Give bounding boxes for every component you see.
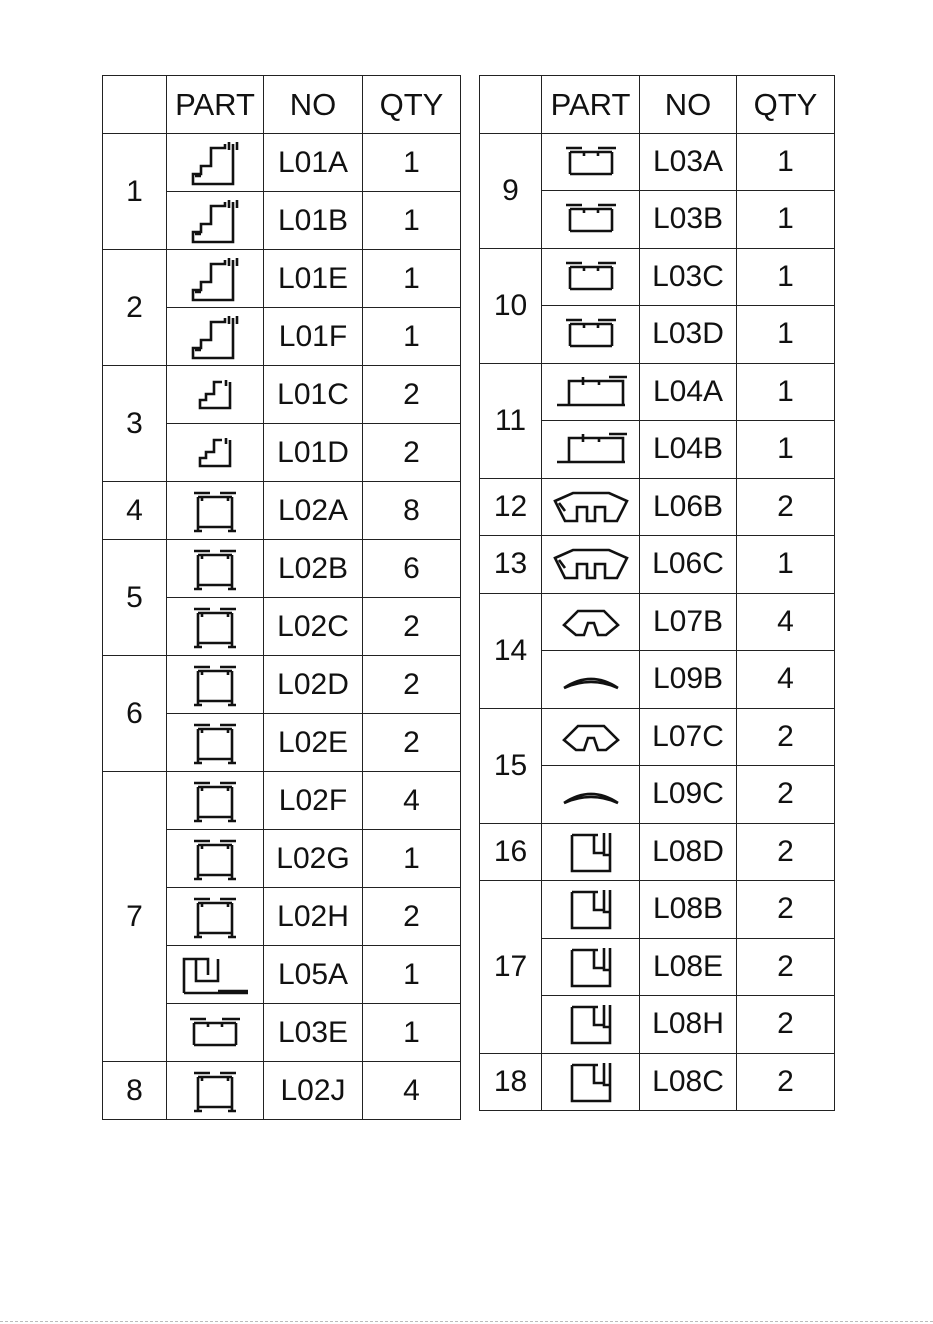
group-number: 14 [480,593,542,708]
part-number: L02J [264,1062,363,1120]
part-quantity: 4 [737,593,835,651]
part-quantity: 2 [737,766,835,824]
part-number: L02F [264,772,363,830]
part-number: L03E [264,1004,363,1062]
table-row [103,482,461,540]
part-quantity: 2 [737,823,835,881]
l-bracket-icon [167,134,264,192]
arc-strip-icon [542,651,640,709]
channel-bracket-icon [542,938,640,996]
table-row [103,540,461,598]
arch-clip-icon [542,708,640,766]
group-number: 2 [103,250,167,366]
part-quantity: 2 [363,656,461,714]
flat-clip-icon [167,1004,264,1062]
part-quantity: 2 [363,714,461,772]
part-number: L03B [640,191,737,249]
part-number: L03D [640,306,737,364]
table-row [480,823,835,881]
wide-arch-clip-icon [542,478,640,536]
part-number: L02A [264,482,363,540]
part-quantity: 1 [737,363,835,421]
step-bracket-icon [167,946,264,1004]
part-number: L08H [640,996,737,1054]
part-quantity: 2 [363,424,461,482]
part-number: L02B [264,540,363,598]
group-number: 6 [103,656,167,772]
header-no: NO [640,76,737,134]
table-row [480,881,835,939]
page-edge-divider [0,1321,933,1322]
l-bracket-icon [167,308,264,366]
channel-bracket-icon [542,881,640,939]
part-number: L02E [264,714,363,772]
group-number: 15 [480,708,542,823]
channel-bracket-icon [542,823,640,881]
group-number: 5 [103,540,167,656]
part-quantity: 2 [363,598,461,656]
small-l-bracket-icon [167,366,264,424]
group-number: 3 [103,366,167,482]
part-quantity: 1 [363,134,461,192]
part-quantity: 1 [737,536,835,594]
group-number: 7 [103,772,167,1062]
part-quantity: 4 [363,1062,461,1120]
part-quantity: 2 [737,1053,835,1111]
flat-clip-icon [542,248,640,306]
table-row [103,250,461,308]
part-quantity: 2 [363,366,461,424]
part-quantity: 2 [737,708,835,766]
part-quantity: 1 [737,248,835,306]
group-number: 11 [480,363,542,478]
header-qty: QTY [363,76,461,134]
group-number: 13 [480,536,542,594]
group-number: 8 [103,1062,167,1120]
part-quantity: 1 [363,250,461,308]
group-number: 10 [480,248,542,363]
part-number: L04A [640,363,737,421]
arch-clip-icon [542,593,640,651]
table-row [480,363,835,421]
part-quantity: 2 [737,938,835,996]
table-row [480,1053,835,1111]
table-row [480,536,835,594]
table-row [103,772,461,830]
group-number: 9 [480,133,542,248]
header-blank [480,76,542,134]
part-number: L04B [640,421,737,479]
group-number: 16 [480,823,542,881]
group-number: 17 [480,881,542,1054]
group-number: 1 [103,134,167,250]
part-number: L01C [264,366,363,424]
part-quantity: 8 [363,482,461,540]
parts-table-left [102,75,461,1120]
part-quantity: 1 [737,421,835,479]
part-number: L02D [264,656,363,714]
h-frame-icon [167,1062,264,1120]
group-number: 12 [480,478,542,536]
table-row [480,133,835,191]
part-number: L02H [264,888,363,946]
header-row [103,76,461,134]
arc-strip-icon [542,766,640,824]
channel-bracket-icon [542,996,640,1054]
part-number: L06C [640,536,737,594]
part-number: L02C [264,598,363,656]
part-quantity: 2 [363,888,461,946]
part-number: L08C [640,1053,737,1111]
table-row [103,656,461,714]
part-number: L01F [264,308,363,366]
part-quantity: 4 [363,772,461,830]
part-quantity: 1 [363,1004,461,1062]
part-quantity: 2 [737,881,835,939]
header-blank [103,76,167,134]
part-number: L03C [640,248,737,306]
h-frame-icon [167,888,264,946]
table-row [480,478,835,536]
h-frame-icon [167,540,264,598]
header-no: NO [264,76,363,134]
part-quantity: 1 [363,946,461,1004]
table-row [480,593,835,651]
part-quantity: 1 [363,192,461,250]
header-qty: QTY [737,76,835,134]
table-row [103,134,461,192]
flat-clip-icon [542,191,640,249]
part-number: L01D [264,424,363,482]
h-frame-icon [167,714,264,772]
part-quantity: 1 [737,191,835,249]
part-quantity: 1 [737,133,835,191]
small-l-bracket-icon [167,424,264,482]
wide-arch-clip-icon [542,536,640,594]
group-number: 18 [480,1053,542,1111]
table-row [480,248,835,306]
part-quantity: 6 [363,540,461,598]
h-frame-icon [167,656,264,714]
flange-clip-icon [542,363,640,421]
header-row [480,76,835,134]
table-row [103,1062,461,1120]
part-quantity: 1 [363,830,461,888]
part-number: L09B [640,651,737,709]
l-bracket-icon [167,250,264,308]
part-number: L07B [640,593,737,651]
header-part: PART [542,76,640,134]
part-number: L01A [264,134,363,192]
part-quantity: 1 [363,308,461,366]
h-frame-icon [167,830,264,888]
flat-clip-icon [542,306,640,364]
channel-bracket-icon [542,1053,640,1111]
part-number: L06B [640,478,737,536]
part-number: L03A [640,133,737,191]
h-frame-icon [167,772,264,830]
part-number: L08E [640,938,737,996]
part-quantity: 1 [737,306,835,364]
table-row [480,708,835,766]
part-quantity: 2 [737,478,835,536]
part-quantity: 2 [737,996,835,1054]
parts-table-right [479,75,835,1111]
flat-clip-icon [542,133,640,191]
group-number: 4 [103,482,167,540]
part-number: L05A [264,946,363,1004]
part-quantity: 4 [737,651,835,709]
part-number: L09C [640,766,737,824]
table-row [103,366,461,424]
h-frame-icon [167,482,264,540]
h-frame-icon [167,598,264,656]
part-number: L01B [264,192,363,250]
part-number: L02G [264,830,363,888]
part-number: L07C [640,708,737,766]
l-bracket-icon [167,192,264,250]
part-number: L08B [640,881,737,939]
flange-clip-icon [542,421,640,479]
part-number: L01E [264,250,363,308]
part-number: L08D [640,823,737,881]
header-part: PART [167,76,264,134]
